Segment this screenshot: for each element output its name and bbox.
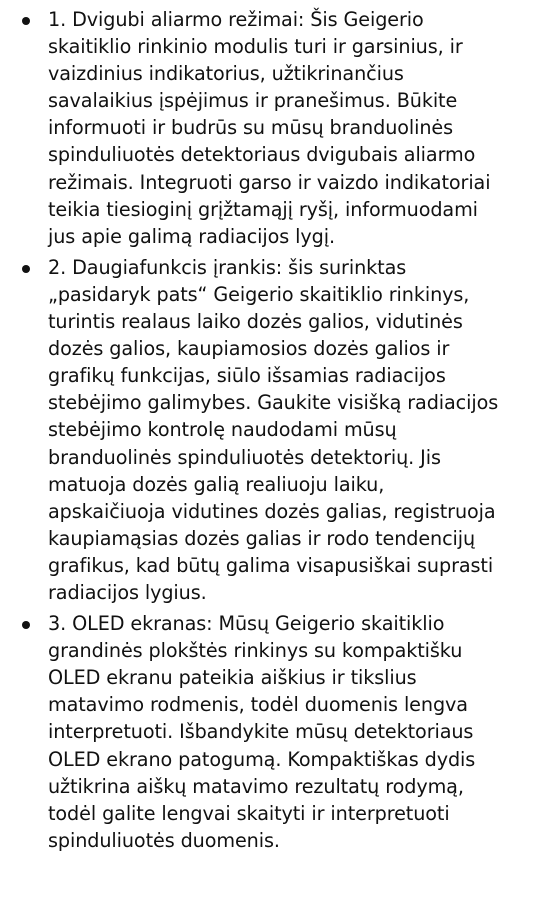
bullet-line: stebėjimo kontrolę naudodami mūsų	[48, 418, 397, 442]
bullet-line: informuoti ir budrūs su mūsų branduolinės	[48, 116, 454, 140]
bullet-line: režimais. Integruoti garso ir vaizdo indikatoriai	[48, 170, 491, 194]
bullet-line: turintis realaus laiko dozės galios, vidutinės	[48, 310, 463, 334]
bullet-text	[48, 610, 542, 854]
bullet-item-2	[0, 254, 556, 606]
bullet-line: grafikų funkcijas, siūlo išsamias radiacijos	[48, 364, 446, 388]
bullet-line: radiacijos lygius.	[48, 580, 207, 604]
bullet-line: matuoja dozės galią realiuoju laiku,	[48, 472, 385, 496]
bullet-line: interpretuoti. Išbandykite mūsų detektoriaus	[48, 720, 474, 744]
bullet-line: spinduliuotės detektoriaus dvigubais aliarmo	[48, 143, 476, 167]
bullet-line: grafikus, kad būtų galima visapusiškai suprasti	[48, 553, 494, 577]
bullet-line: skaitiklio rinkinio modulis turi ir garsinius, ir	[48, 35, 463, 59]
bullet-dot-icon	[22, 621, 30, 629]
bullet-text	[48, 6, 542, 250]
bullet-line: spinduliuotės duomenis.	[48, 828, 280, 852]
bullet-line: OLED ekranu pateikia aiškius ir tikslius	[48, 666, 417, 690]
bullet-line: branduolinės spinduliuotės detektorių. Jis	[48, 445, 441, 469]
bullet-line: dozės galios, kaupiamosios dozės galios ir	[48, 337, 450, 361]
bullet-line: grandinės plokštės rinkinys su kompaktišku	[48, 639, 463, 663]
bullet-line: „pasidaryk pats“ Geigerio skaitiklio rinkinys,	[48, 282, 470, 306]
bullet-dot-icon	[22, 17, 30, 25]
bullet-line: 1. Dvigubi aliarmo režimai: Šis Geigerio	[48, 8, 424, 31]
bullet-line: todėl galite lengvai skaityti ir interpretuoti	[48, 801, 450, 825]
bullet-line: OLED ekrano patogumą. Kompaktiškas dydis	[48, 747, 476, 771]
bullet-line: matavimo rodmenis, todėl duomenis lengva	[48, 693, 468, 717]
bullet-line: užtikrina aiškų matavimo rezultatų rodymą,	[48, 774, 464, 798]
bullet-item-1	[0, 6, 556, 250]
bullet-item-3	[0, 610, 556, 854]
bullet-line: apskaičiuoja vidutines dozės galias, registruoja	[48, 499, 496, 523]
feature-bullet-list	[0, 6, 556, 854]
bullet-line: stebėjimo galimybes. Gaukite visišką radiacijos	[48, 391, 499, 415]
bullet-line: jus apie galimą radiacijos lygį.	[48, 224, 335, 248]
bullet-line: vaizdinius indikatorius, užtikrinančius	[48, 62, 404, 86]
bullet-line: savalaikius įspėjimus ir pranešimus. Būkite	[48, 89, 458, 113]
bullet-text	[48, 254, 542, 606]
bullet-line: 3. OLED ekranas: Mūsų Geigerio skaitiklio	[48, 612, 445, 636]
bullet-line: 2. Daugiafunkcis įrankis: šis surinktas	[48, 255, 407, 279]
bullet-dot-icon	[22, 265, 30, 273]
bullet-line: teikia tiesioginį grįžtamąjį ryšį, informuodami	[48, 197, 478, 221]
bullet-line: kaupiamąsias dozės galias ir rodo tendencijų	[48, 526, 476, 550]
